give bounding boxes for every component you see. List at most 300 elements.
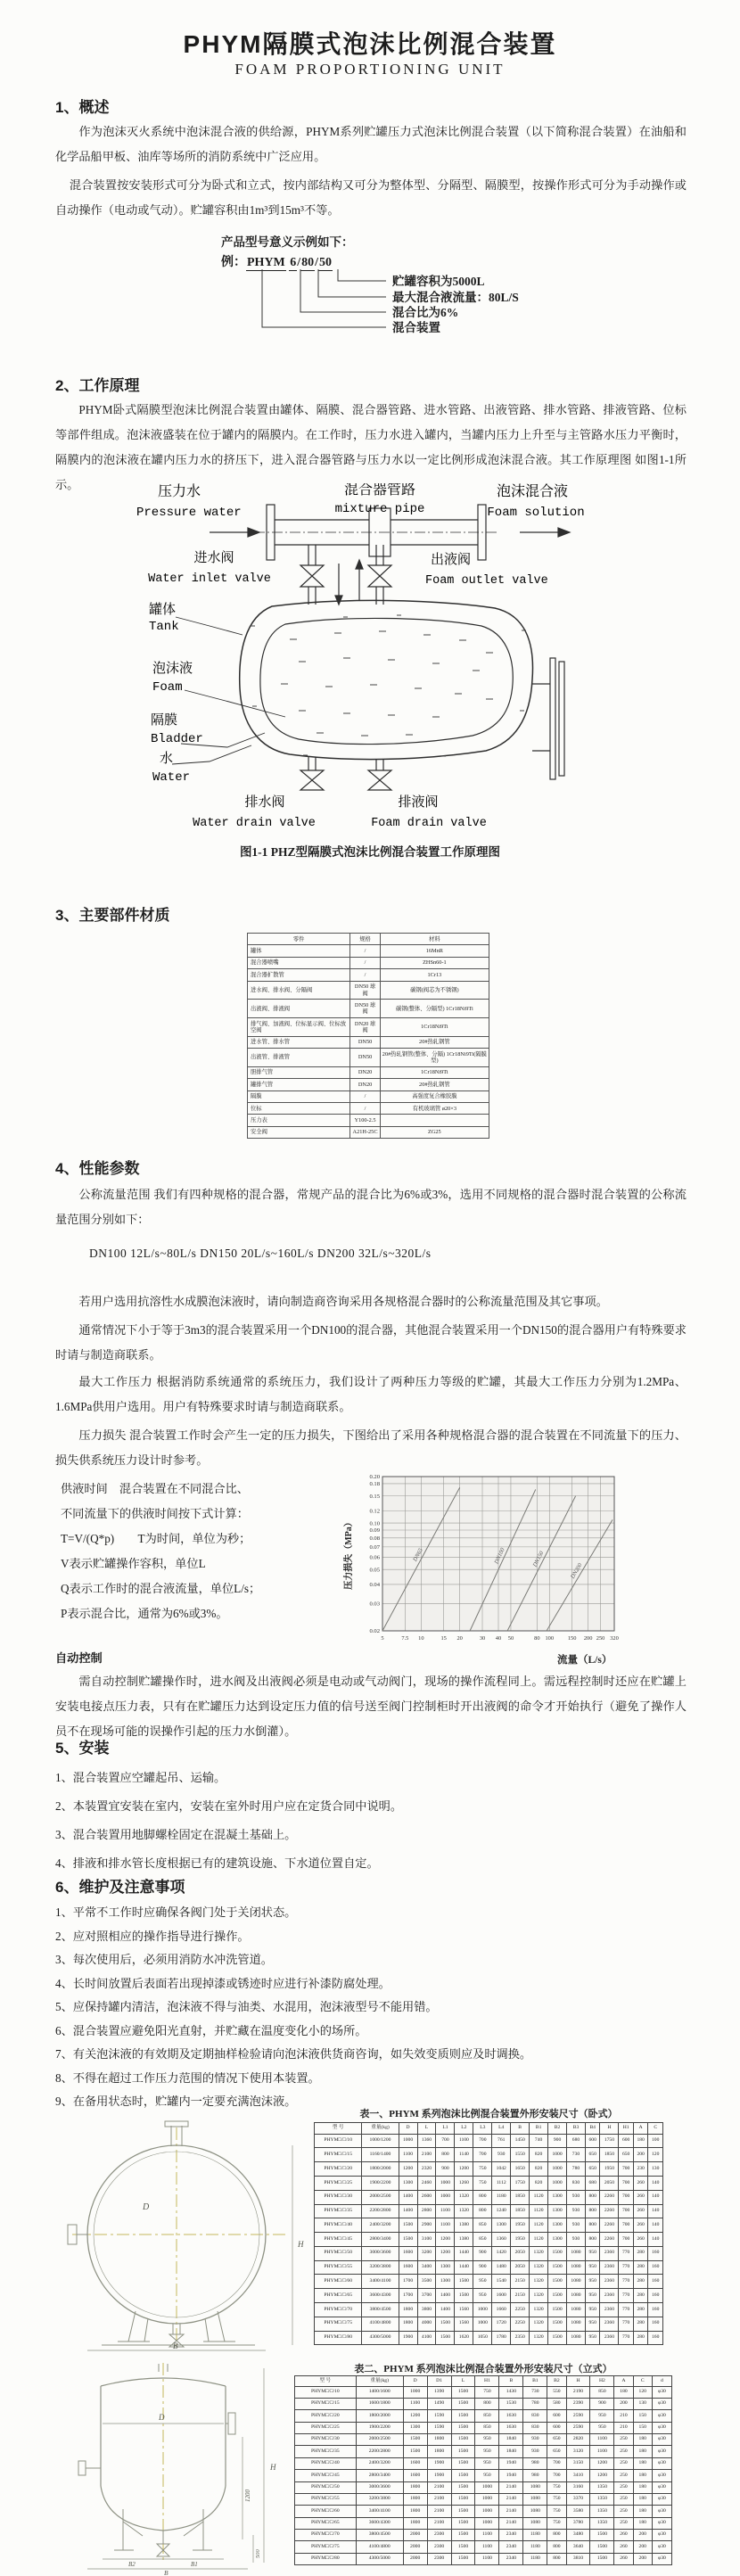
table-cell: 1080 [523,2517,547,2529]
table-cell: 2100 [417,2148,436,2162]
list-item: 不同流量下的供液时间按下式计算： [61,1507,249,1520]
table-cell: 1000 [473,2302,492,2317]
table-cell: 700 [473,2134,492,2148]
table-cell: PHYM□/□/30 [295,2434,357,2446]
table-cell: PHYM□/□/10 [295,2386,357,2398]
table-cell: 3200/3800 [356,2493,403,2505]
table-cell: 3500 [417,2275,436,2289]
list-item: Q表示工作时的混合液流量，单位L/s； [61,1582,261,1595]
table-cell: 1100 [436,2204,455,2218]
table-cell: 1500 [403,2434,427,2446]
table-cell: 2000/2500 [362,2190,399,2204]
table-cell: 800 [436,2148,455,2162]
table-cell: 930 [492,2148,511,2162]
figure1-schematic [76,483,664,840]
column-header: B [511,2123,530,2135]
table-cell: 1200 [590,2470,614,2481]
column-header: 重量(kg) [362,2123,399,2135]
table-cell: 1800 [399,2302,417,2317]
table-cell: 3370 [566,2493,590,2505]
table-cell: 1180 [492,2190,511,2204]
table-cell: 1590 [427,2422,451,2433]
table-cell: 1500 [548,2331,567,2345]
table-cell: 3480 [566,2530,590,2541]
table-cell: 1080 [523,2506,547,2517]
table-row [315,2233,663,2247]
x-tick-label: 20 [456,1635,463,1642]
y-tick-label: 0.03 [369,1601,380,1608]
table-cell: 2340 [499,2530,523,2541]
table-cell: 1500 [451,2434,475,2446]
table-cell: 1900 [399,2331,417,2345]
table-cell: 700 [619,2162,634,2177]
table-cell: 1240 [492,2204,511,2218]
table-cell: 1260 [455,2176,473,2190]
series-label-DN100: DN100 [493,1547,506,1566]
table-cell: 3000/3600 [362,2246,399,2260]
mixer-selection-para: 通常情况下小于等于3m3的混合装置采用一个DN100的混合器，其他混合装置采用一个DN150的混合器用户有特殊要求时请与制造商联系。 [55,1323,687,1362]
table-row [248,957,489,968]
table-cell: 1800 [427,2446,451,2457]
table-cell: 800 [585,2204,600,2218]
pressure-loss-para: 压力损失 混合装置工作时会产生一定的压力损失，下图给出了采用各种规格混合器的混合装置在不同流量下的压力、损失供系统压力设计时参考。 [55,1428,687,1467]
list-item: T=V/(Q*p) T为时间，单位为秒； [61,1532,251,1545]
table-cell: 1300 [548,2218,567,2233]
table-cell: 2600 [417,2190,436,2204]
table-cell: 2250 [511,2317,530,2331]
x-tick-label: 320 [610,1635,619,1642]
table-cell: 180 [633,2506,652,2517]
table-cell: 1440 [455,2246,473,2260]
table-cell: 1500 [451,2553,475,2564]
table-cell: 2150 [511,2289,530,2303]
x-tick-label: 200 [583,1635,593,1642]
table-cell: 1500 [548,2246,567,2260]
table-cell: 1140 [455,2148,473,2162]
table-cell: 260 [633,2190,648,2204]
table-cell: 770 [619,2331,634,2345]
table-cell: 1720 [492,2317,511,2331]
table-cell: 1500 [451,2541,475,2553]
table-cell: 碳钢(整体、分隔型) 1Cr18Ni9Ti [380,1000,489,1018]
water-label-en: Water [152,770,191,785]
table-cell: 1200 [455,2162,473,2177]
table-cell: 2340 [499,2553,523,2564]
table-cell: 1100 [475,2553,499,2564]
installation-items [55,1764,687,1878]
table-cell: 压力表 [248,1115,350,1126]
table-cell: 750 [547,2481,566,2493]
model-token-series: PHYM [247,256,285,269]
table-cell: 600 [619,2134,634,2148]
table-cell: 950 [585,2275,600,2289]
table-cell: DN20 [350,1066,380,1078]
pressure-water-label-en: Pressure water [136,506,242,520]
model-label-ratio: 混合比为6% [392,306,459,319]
table-row [295,2386,672,2398]
table-cell: 1700 [399,2275,417,2289]
table-cell: PHYM□/□/15 [315,2148,362,2162]
table-cell: 160 [648,2246,663,2260]
table-cell: 1080 [567,2331,586,2345]
table-cell: 4100/4800 [362,2317,399,2331]
horizontal-tank-end-view-drawing [50,2120,308,2354]
table-cell: 2100 [427,2493,451,2505]
section5-heading: 5、安装 [55,1740,110,1757]
table-header-row [248,934,489,945]
column-header: H1 [619,2123,634,2135]
table-cell: 850 [475,2422,499,2433]
table-cell: 4100/4800 [356,2541,403,2553]
table-cell: 1500 [451,2422,475,2433]
table-cell: 3400 [417,2260,436,2275]
table-cell: 2320 [417,2162,436,2177]
table-cell: 碳钢(阀芯为不锈钢) [380,981,489,1000]
table-cell: 650 [547,2434,566,2446]
table-cell: 120 [648,2148,663,2162]
column-header: H1 [475,2376,499,2387]
table-cell: 700 [547,2470,566,2481]
table-cell: 20#热轧钢管 [380,1079,489,1090]
table-cell: 3600/4300 [356,2517,403,2529]
table-cell: 2460 [417,2176,436,2190]
table-cell: φ30 [652,2410,671,2422]
table-cell: 830 [567,2176,586,2190]
table-cell: 1320 [530,2289,548,2303]
chart-xlabel: 流量（L/s） [557,1655,613,1666]
list-item: 8、不得在超过工作压力范围的情况下使用本装置。 [55,2070,320,2085]
table-cell: PHYM□/□/40 [315,2218,362,2233]
table-cell: 820 [530,2148,548,2162]
table-cell: 770 [619,2260,634,2275]
x-tick-label: 100 [545,1635,555,1642]
table-cell: 780 [567,2162,586,2177]
schematic-lines [172,505,570,790]
water-inlet-valve-label-cn: 进水阀 [193,551,234,565]
table-cell: PHYM□/□/80 [315,2331,362,2345]
table-cell: 2260 [600,2204,619,2218]
table-cell: 1390 [427,2386,451,2398]
table-cell: 250 [614,2446,633,2457]
table-row [315,2148,663,2162]
table-cell: 1000/1200 [362,2134,399,2148]
model-token-flow: 80 [301,256,315,269]
bladder-label-en: Bladder [151,732,203,746]
table-row [248,1090,489,1102]
series-label-DN150: DN150 [531,1550,546,1568]
table-cell: 950 [590,2410,614,2422]
table-cell: / [350,957,380,968]
table-cell: 2000/2500 [356,2434,403,2446]
table-cell: 1160/1400 [362,2148,399,2162]
table-cell: 1800 [403,2506,427,2517]
table-row [295,2422,672,2433]
section2-para: PHYM卧式隔膜型泡沫比例混合装置由罐体、隔膜、混合器管路、进水管路、出液管路、排水管路、排液管路、位标等部件组成。泡沫液盛装在位于罐内的隔膜内。在工作时，压力水进入罐内，当罐内压力上升至与主管路水压力平衡时，隔膜内的泡沫液在罐内压力水的挤压下，进入混合器管路与压力水以一定比例形成泡沫混合液。其工作原理图 如图1-1所示。 [55,403,687,491]
table-cell: 250 [614,2457,633,2469]
table-row [248,1000,489,1018]
vertical-dimensions-table [294,2375,672,2565]
table-cell: 位标 [248,1103,350,1115]
table-cell: 2340 [499,2541,523,2553]
table-cell: 1850 [511,2190,530,2204]
table-cell: 1440 [455,2260,473,2275]
table-cell: 180 [633,2481,652,2493]
section2-heading: 2、工作原理 [55,377,140,394]
table-cell: 4100 [417,2331,436,2345]
auto-control-para: 需自动控制贮罐操作时，进水阀及出液阀必须是电动或气动阀门，现场的操作流程同上。需远程控制时还应在贮罐上安装电接点压力表，只有在贮罐压力达到设定压力值的信号送至阀门控制柜时开出液阀的命令才开始执行（避免了操作人员不在现场可能的误操作引起的压力水倒灌）。 [55,1675,687,1738]
table-cell: 980 [523,2457,547,2469]
table-cell: 1100 [455,2134,473,2148]
table-cell: 230 [633,2162,648,2177]
table-cell: 2360 [600,2275,619,2289]
list-item: P表示混合比，通常为6%或3%。 [61,1607,228,1620]
table-cell: PHYM□/□/75 [295,2541,357,2553]
x-tick-label: 80 [534,1635,540,1642]
table-cell: φ30 [652,2398,671,2409]
table-cell: 1000 [403,2386,427,2398]
table-cell: 2800 [417,2204,436,2218]
table-cell: PHYM□/□/80 [295,2553,357,2564]
table-cell: 700 [619,2204,634,2218]
list-item: 供液时间 混合装置在不同混合比、 [61,1482,249,1495]
table-cell: φ30 [652,2386,671,2398]
table-cell: 1540 [492,2275,511,2289]
table-cell: DN20 [350,1079,380,1090]
table-row [315,2134,663,2148]
table-cell: 1100 [475,2530,499,2541]
table-cell: 3810 [566,2553,590,2564]
table-cell: 1600 [399,2260,417,2275]
table-cell: 3150 [566,2457,590,2469]
table-cell: 1480 [492,2260,511,2275]
table-cell: 1950 [511,2233,530,2247]
table-cell: 1400 [399,2204,417,2218]
table-cell: ZG25 [380,1126,489,1138]
table-cell: 1080 [523,2481,547,2493]
table-cell: 950 [585,2246,600,2260]
mixture-pipe-label-cn: 混合器管路 [343,483,416,498]
table-cell: 1320 [530,2275,548,2289]
table-cell: 1080 [567,2289,586,2303]
table-cell: 1000 [548,2162,567,2177]
table-cell: / [350,1090,380,1102]
table-cell: 680 [585,2176,600,2190]
table-cell: 1550 [511,2148,530,2162]
section1-para1: 作为泡沫灭火系统中泡沫混合液的供给源，PHYM系列贮罐压力式泡沫比例混合装置（以下简称混合装置）在油船和化学品船甲板、油库等场所的消防系统中广泛应用。 [55,125,687,163]
table-cell: 1500 [451,2481,475,2493]
y-tick-label: 0.05 [369,1567,380,1574]
table-row [295,2481,672,2493]
table-cell: 2360 [600,2289,619,2303]
table-cell: 3100 [417,2233,436,2247]
table-cell: 3780 [566,2517,590,2529]
column-header: B [499,2376,523,2387]
table-cell: φ30 [652,2470,671,2481]
table-cell: 3000/3600 [356,2481,403,2493]
table-cell: 1100 [399,2148,417,2162]
y-tick-label: 0.04 [369,1582,380,1589]
table-cell: 3700 [417,2289,436,2303]
table-cell: PHYM□/□/55 [315,2260,362,2275]
table-cell: 200 [614,2398,633,2409]
table-cell: 950 [475,2434,499,2446]
table-cell: 1560 [455,2317,473,2331]
table-cell: 1Cr13 [380,969,489,981]
table-cell: DN50 [350,1049,380,1067]
auto-control-heading: 自动控制 [55,1651,103,1665]
table-cell: Y100-2.5 [350,1115,380,1126]
table-cell: 1950 [511,2218,530,2233]
table-cell: 进水管、排水管 [248,1036,350,1048]
mixture-pipe-label-en: mixture pipe [334,502,425,516]
table-cell: 180 [633,2134,648,2148]
water-drain-valve-label-en: Water drain valve [193,817,316,830]
drawing1-dim-h: H [298,2240,304,2249]
table-cell: 1840 [499,2446,523,2457]
column-header: 材料 [380,934,489,945]
table-cell: 260 [633,2218,648,2233]
flow-range-para: 公称流量范围 我们有四种规格的混合器，常规产品的混合比为6%或3%，选用不同规格的混合器时混合装置的公称流量范围分别如下： [55,1188,687,1226]
table-cell: 1Cr18Ni9Ti [380,1066,489,1078]
table-cell: PHYM□/□/65 [295,2517,357,2529]
table-cell: 180 [633,2470,652,2481]
model-connector-diagram [221,269,604,344]
table-cell: 750 [475,2386,499,2398]
table-cell: φ30 [652,2481,671,2493]
column-header: L1 [436,2123,455,2135]
table-cell: 罐排气管 [248,1079,350,1090]
table-cell: 770 [619,2302,634,2317]
table-cell: 1080 [567,2246,586,2260]
table-cell: 2260 [600,2233,619,2247]
table-cell: 1560 [455,2302,473,2317]
table-cell: 1500 [436,2317,455,2331]
table-cell: 1112 [492,2176,511,2190]
column-header: D [399,2123,417,2135]
table-cell: 950 [475,2457,499,2469]
drawing2-dim-h: H [270,2463,276,2472]
table-cell: 200 [633,2541,652,2553]
x-tick-label: 7.5 [401,1635,409,1642]
table-cell: 1850 [600,2148,619,2162]
table-cell: 2800/3400 [356,2470,403,2481]
foam-label-en: Foam [152,680,183,695]
table-cell: 850 [473,2233,492,2247]
table-cell: 1000 [548,2176,567,2190]
table-cell: 2590 [566,2410,590,2422]
table-cell: 2360 [600,2317,619,2331]
table-cell: 1500 [451,2386,475,2398]
table-cell: 1200 [590,2457,614,2469]
table-cell: 2300 [427,2541,451,2553]
table-cell: 混合器喷嘴 [248,957,350,968]
table-cell: 1500 [548,2275,567,2289]
y-tick-label: 0.20 [369,1474,380,1481]
y-tick-label: 0.09 [369,1527,380,1535]
column-header: L2 [455,2123,473,2135]
table-cell: 260 [633,2233,648,2247]
column-header: B2 [547,2376,566,2387]
table-cell: 1500 [548,2260,567,2275]
table-cell: 200 [633,2553,652,2564]
drawing2-dim-b2: B2 [128,2561,136,2568]
table-cell: 1120 [530,2190,548,2204]
table1-caption: 表一、PHYM 系列泡沫比例混合装置外形安装尺寸（卧式） [359,2109,618,2119]
table-cell: 950 [475,2446,499,2457]
table-cell: 1500 [548,2302,567,2317]
table-cell: 1500 [590,2553,614,2564]
table-cell: 3800 [417,2302,436,2317]
table-cell: 1500 [451,2446,475,2457]
table-row [315,2331,663,2345]
table-cell: 1500 [548,2317,567,2331]
table-cell: 180 [633,2517,652,2529]
table-cell: 200 [633,2148,648,2162]
column-header: B3 [567,2123,586,2135]
table-cell: 2200/2800 [356,2446,403,2457]
tank-label-cn: 罐体 [149,603,177,617]
table-cell: 1900/2200 [362,2176,399,2190]
table-cell: PHYM□/□/55 [295,2493,357,2505]
list-item: 4、长时间放置后表面若出现掉漆或锈迹时应进行补漆防腐处理。 [55,1976,391,1990]
table-row [315,2218,663,2233]
table-cell: 2050 [511,2246,530,2260]
table-cell: 130 [633,2398,652,2409]
y-tick-label: 0.08 [369,1535,380,1543]
table-cell: 1530 [499,2398,523,2409]
column-header: B1 [523,2376,547,2387]
table-cell: 1950 [600,2162,619,2177]
table-cell: 650 [585,2148,600,2162]
table-row [315,2260,663,2275]
table-cell: 1380 [455,2233,473,2247]
table-cell: 950 [585,2289,600,2303]
table-row [248,1018,489,1037]
table-cell: 1500 [451,2470,475,2481]
table-cell: 1180 [523,2553,547,2564]
table-cell: 出液管、排液管 [248,1049,350,1067]
table-cell: 1300 [436,2260,455,2275]
table-cell: 1840 [499,2434,523,2446]
table-cell: 1500 [455,2289,473,2303]
table-row [315,2317,663,2331]
table-cell: 2000 [403,2553,427,2564]
table-row [315,2162,663,2177]
foam-outlet-valve-label-cn: 出液阀 [431,553,472,567]
table-cell: 3200 [417,2246,436,2260]
table-cell: 900 [590,2398,614,2409]
table-cell: 出液阀、排液阀 [248,1000,350,1018]
table-cell: 1800 [403,2493,427,2505]
table-cell: 2360 [600,2331,619,2345]
table-cell: 850 [590,2386,614,2398]
series-label-DN200: DN200 [569,1562,584,1580]
table-row [295,2493,672,2505]
table-cell: 1000 [475,2493,499,2505]
table-row [295,2530,672,2541]
pressure-loss-chart [341,1469,627,1670]
table-cell: 750 [547,2506,566,2517]
table-cell: 3580 [566,2506,590,2517]
table-cell: 700 [619,2190,634,2204]
table-cell: PHYM□/□/45 [295,2470,357,2481]
table-cell: 2200/2800 [362,2204,399,2218]
table-cell: A21H-25C [350,1126,380,1138]
model-example-prefix: 例： [221,256,246,269]
drawing2-dim-1200: 1200 [244,2490,251,2502]
table-cell: 3400/4100 [362,2275,399,2289]
table-cell: φ30 [652,2517,671,2529]
